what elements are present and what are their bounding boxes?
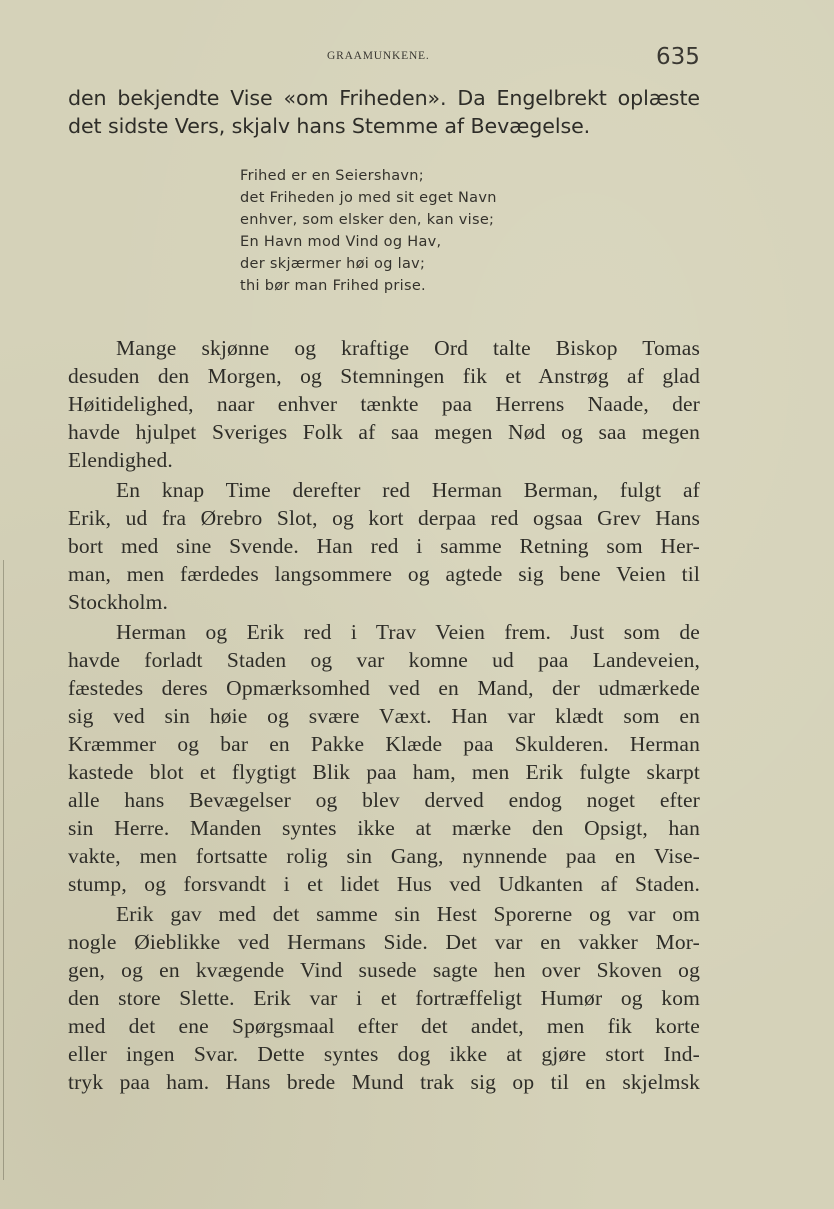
paragraph-line: En knap Time derefter red Herman Berman, fulgt af [116, 478, 700, 502]
intro-line: det sidste Vers, skjalv hans Stemme af Bevægelse. [68, 114, 591, 138]
verse-line: enhver, som elsker den, kan vise; [240, 212, 495, 228]
paragraph-line: den store Slette. Erik var i et fortræffeligt Humør og kom [68, 986, 700, 1010]
verse-line: thi bør man Frihed prise. [240, 278, 426, 294]
paragraph-line: Kræmmer og bar en Pakke Klæde paa Skulderen. Herman [68, 732, 700, 756]
paragraph-line: havde hjulpet Sveriges Folk af saa megen Nød og saa megen [68, 420, 700, 444]
verse-line: En Havn mod Vind og Hav, [240, 234, 442, 250]
paragraph-line: tryk paa ham. Hans brede Mund trak sig op til en skjelmsk [68, 1070, 700, 1094]
paragraph-line: fæstedes deres Opmærksomhed ved en Mand, der udmærkede [68, 676, 700, 700]
running-head [0, 44, 834, 74]
running-title: GRAAMUNKENE. [327, 50, 430, 62]
verse-line: Frihed er en Seiershavn; [240, 168, 424, 184]
paragraph-line: Høitidelighed, naar enhver tænkte paa Herrens Naade, der [68, 392, 700, 416]
paragraph-line: Elendighed. [68, 448, 173, 472]
paragraph-line: gen, og en kvægende Vind susede sagte hen over Skoven og [68, 958, 700, 982]
paragraph-line: desuden den Morgen, og Stemningen fik et Anstrøg af glad [68, 364, 700, 388]
paragraph-line: kastede blot et flygtigt Blik paa ham, men Erik fulgte skarpt [68, 760, 700, 784]
paragraph-line: stump, og forsvandt i et lidet Hus ved Udkanten af Staden. [68, 872, 700, 896]
paragraph-line: Stockholm. [68, 590, 169, 614]
paragraph-line: sig ved sin høie og svære Væxt. Han var klædt som en [68, 704, 700, 728]
paragraph-line: bort med sine Svende. Han red i samme Retning som Her- [68, 534, 700, 558]
verse-line: det Friheden jo med sit eget Navn [240, 190, 497, 206]
page-edge-shadow [3, 560, 4, 1180]
page-number: 635 [656, 44, 700, 70]
paragraph-line: sin Herre. Manden syntes ikke at mærke den Opsigt, han [68, 816, 700, 840]
paragraph-line: med det ene Spørgsmaal efter det andet, men fik korte [68, 1014, 700, 1038]
paragraph-line: alle hans Bevægelser og blev derved endog noget efter [68, 788, 700, 812]
paragraph-line: man, men færdedes langsommere og agtede sig bene Veien til [68, 562, 700, 586]
paragraph-line: Herman og Erik red i Trav Veien frem. Just som de [116, 620, 700, 644]
paragraph-line: havde forladt Staden og var komne ud paa Landeveien, [68, 648, 700, 672]
paragraph-line: eller ingen Svar. Dette syntes dog ikke at gjøre stort Ind- [68, 1042, 700, 1066]
paragraph-line: nogle Øieblikke ved Hermans Side. Det var en vakker Mor- [68, 930, 700, 954]
paragraph-line: Mange skjønne og kraftige Ord talte Biskop Tomas [116, 336, 700, 360]
paragraph-line: Erik gav med det samme sin Hest Sporerne og var om [116, 902, 700, 926]
intro-line: den bekjendte Vise «om Friheden». Da Engelbrekt oplæste [68, 86, 700, 110]
verse-line: der skjærmer høi og lav; [240, 256, 426, 272]
paragraph-line: vakte, men fortsatte rolig sin Gang, nynnende paa en Vise- [68, 844, 700, 868]
paragraph-line: Erik, ud fra Ørebro Slot, og kort derpaa red ogsaa Grev Hans [68, 506, 700, 530]
